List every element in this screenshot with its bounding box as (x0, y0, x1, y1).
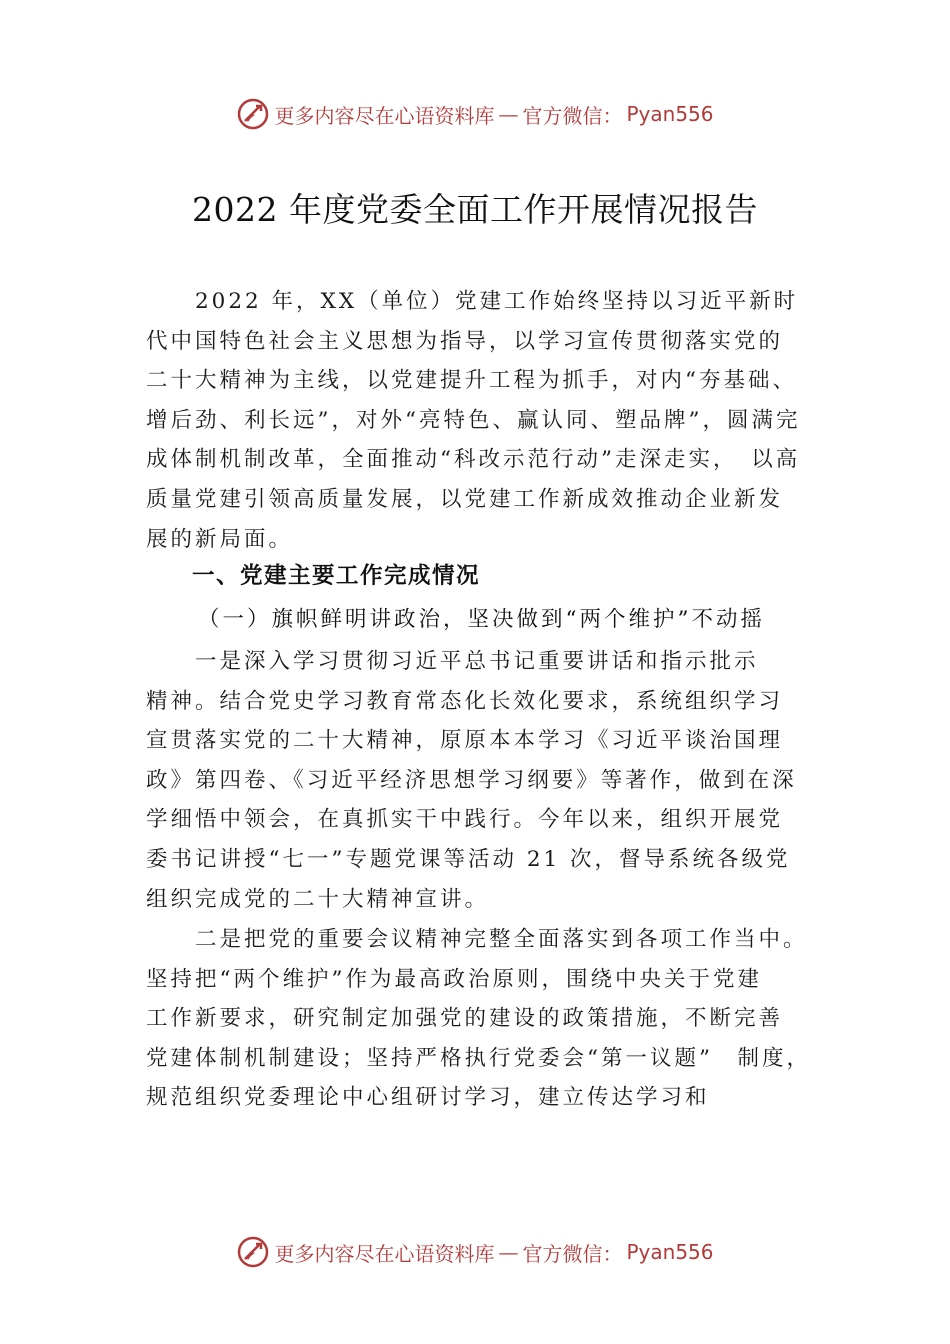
brush-logo-icon (236, 1235, 270, 1269)
text-line: 展的新局面。 (146, 526, 294, 552)
subsection-heading: （一）旗帜鲜明讲政治，坚决做到“两个维护”不动摇 (198, 607, 765, 632)
text-line: 坚持把“两个维护”作为最高政治原则，围绕中央关于党建 (146, 966, 762, 992)
text-line: 二是把党的重要会议精神完整全面落实到各项工作当中。 (146, 927, 808, 952)
text-line: 宣贯落实党的二十大精神，原原本本学习《习近平谈治国理 (146, 728, 784, 754)
text-line: 成体制机制改革，全面推动“科改示范行动”走深走实， 以高 (146, 447, 801, 473)
text-line: 工作新要求，研究制定加强党的建设的政策措施，不断完善 (146, 1006, 784, 1032)
watermark-separator: — (498, 102, 519, 126)
watermark-text: 更多内容尽在心语资料库 (274, 103, 495, 128)
paragraph-1 (146, 642, 811, 919)
watermark-wechat-id: Pyan556 (626, 102, 714, 126)
text-line: 委书记讲授“七一”专题党课等活动 21 次，督导系统各级党 (146, 846, 791, 872)
brush-logo-icon (236, 97, 270, 131)
text-line: 质量党建引领高质量发展，以党建工作新成效推动企业新发 (146, 486, 784, 512)
text-line: 学细悟中领会，在真抓实干中践行。今年以来，组织开展党 (146, 807, 784, 833)
text-line: 规范组织党委理论中心组研讨学习，建立传达学习和 (146, 1085, 710, 1111)
text-line: 精神。结合党史学习教育常态化长效化要求，系统组织学习 (146, 688, 784, 714)
intro-paragraph (146, 282, 811, 559)
text-line: 一是深入学习贯彻习近平总书记重要讲话和指示批示 (146, 649, 759, 674)
section-heading: 一、党建主要工作完成情况 (192, 563, 481, 589)
text-line: 增后劲、利长远”，对外“亮特色、赢认同、塑品牌”，圆满完 (146, 407, 801, 433)
watermark-header (0, 94, 950, 134)
text-line: 党建体制机制建设；坚持严格执行党委会“第一议题” 制度， (146, 1045, 811, 1071)
watermark-text: 更多内容尽在心语资料库 (274, 1241, 495, 1266)
text-line: 代中国特色社会主义思想为指导，以学习宣传贯彻落实党的 (146, 328, 784, 354)
text-line: 二十大精神为主线，以党建提升工程为抓手，对内“夯基础、 (146, 368, 797, 394)
watermark-wechat-id: Pyan556 (626, 1240, 714, 1264)
document-title: 2022 年度党委全面工作开展情况报告 (192, 190, 758, 229)
watermark-footer (0, 1232, 950, 1272)
watermark-separator: — (498, 1240, 519, 1264)
watermark-label: 官方微信： (522, 1241, 623, 1266)
paragraph-2 (146, 920, 811, 1118)
text-line: 组织完成党的二十大精神宣讲。 (146, 886, 490, 912)
text-line: 2022 年，XX（单位）党建工作始终坚持以习近平新时 (146, 289, 799, 314)
watermark-label: 官方微信： (522, 103, 623, 128)
text-line: 政》第四卷、《习近平经济思想学习纲要》等著作，做到在深 (146, 767, 797, 793)
